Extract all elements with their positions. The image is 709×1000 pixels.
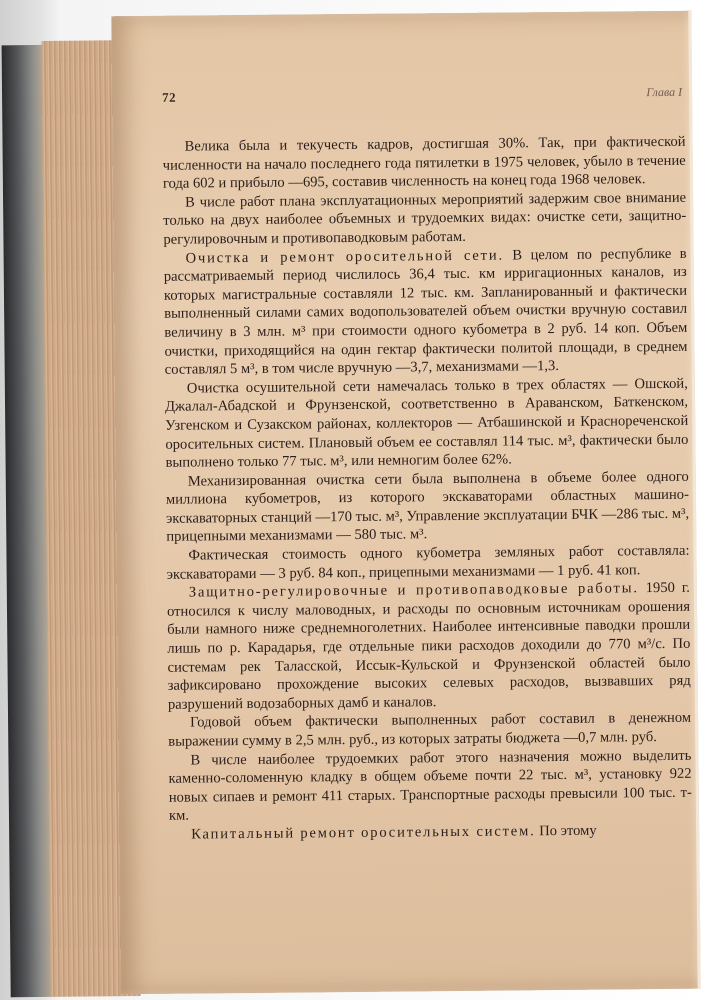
- paragraph: [164, 244, 688, 379]
- paragraph-text: Фактическая стоимость одного кубометра земляных работ составляла: экскаваторами — 3 руб. 84 коп., прицепными механизмами — 1 руб. 41 коп.: [166, 542, 690, 583]
- paragraph-text: В целом по республике в рассматриваемый период числилось 36,4 тыс. км ирригационных каналов, из которых магистральные составляли 12 тыс. км. Запланированный и фактически выполненный силами самих водопользователей объем очистки вручную составил величину в 3 млн. м³ при стоимости одного кубометра в 2 руб. 14 коп. Объем очистки, приходящийся на один гектар фактически политой площади, в среднем составлял 5 м³, в том числе вручную —3,7, механизмами —1,3.: [163, 245, 688, 378]
- paragraph-text: В числе работ плана эксплуатационных мероприятий задержим свое внимание только на двух наиболее объемных и трудоемких видах: очистке сети, защитно-регулировочным и противопаводковым работам.: [163, 189, 687, 248]
- paragraph-text: Велика была и текучесть кадров, достигшая 30%. Так, при фактической численности на начало последнего года пятилетки в 1975 человек, убыло в течение года 602 и прибыло —695, составив численность на конец года 1968 человек.: [162, 133, 686, 192]
- paragraph: [166, 467, 690, 546]
- paragraph: [169, 821, 692, 845]
- paragraph-text: Очистка осушительной сети намечалась только в трех областях — Ошской, Джалал-Абадской и Фрунзенской, соответственно в Араванском, Баткенском, Узгенском и Сузакском районах, коллекторов — Атбашинской и Краснореченской оросительных систем. Плановый объем ее составлял 114 тыс. м³, фактически было выполнено только 77 тыс. м³, или немногим более 62%.: [164, 375, 689, 471]
- body-text: [162, 133, 692, 845]
- paragraph-text: В числе наиболее трудоемких работ этого назначения можно выделить каменно-соломенную кладку в общем объеме почти 22 тыс. м³, установку 922 новых сипаев и ремонт 411 старых. Транспортные расходы превысили 100 тыс. т-км.: [168, 747, 692, 825]
- book-page: [111, 11, 700, 995]
- section-heading: Очистка и ремонт оросительной сети.: [185, 247, 504, 267]
- page-header: [162, 85, 682, 112]
- paragraph-text: Механизированная очистка сети была выполнена в объеме более одного миллиона кубометров, из которого экскаваторами областных машино-экскаваторных станций —170 тыс. м³, Управление эксплуатации БЧК —286 тыс. м³, прицепными механизмами — 580 тыс. м³.: [165, 468, 690, 546]
- section-heading: Защитно-регулировочные и противопаводковые работы.: [188, 580, 639, 601]
- paragraph: [168, 709, 691, 751]
- paragraph: [165, 374, 689, 472]
- running-head: Глава I: [646, 84, 683, 100]
- paragraph-text: 1950 г. относился к числу маловодных, и расходы по основным источникам орошения были намного ниже среднемноголетних. Наиболее интенсивные паводки прошли лишь по р. Карадарья, где отдельные пики расходов доходили до 770 м³/с. По системам рек Таласской, Иссык-Кульской и Фрунзенской областей было зафиксировано прохождение высоких селевых расходов, вызвавших ряд разрушений водозаборных дамб и каналов.: [166, 580, 691, 713]
- paragraph: [167, 579, 691, 714]
- paragraph: [163, 189, 687, 250]
- paragraph: [168, 746, 692, 825]
- book: [1, 11, 700, 998]
- paragraph-text: Годовой объем фактически выполненных работ составил в денежном выражении сумму в 2,5 млн. руб., из которых затраты бюджета —0,7 млн. руб.: [168, 710, 692, 750]
- paragraph-text: По этому: [535, 822, 597, 840]
- paragraph: [166, 542, 689, 584]
- section-heading: Капитальный ремонт оросительных систем.: [191, 823, 536, 843]
- page-number: 72: [162, 89, 177, 105]
- paragraph: [162, 133, 686, 194]
